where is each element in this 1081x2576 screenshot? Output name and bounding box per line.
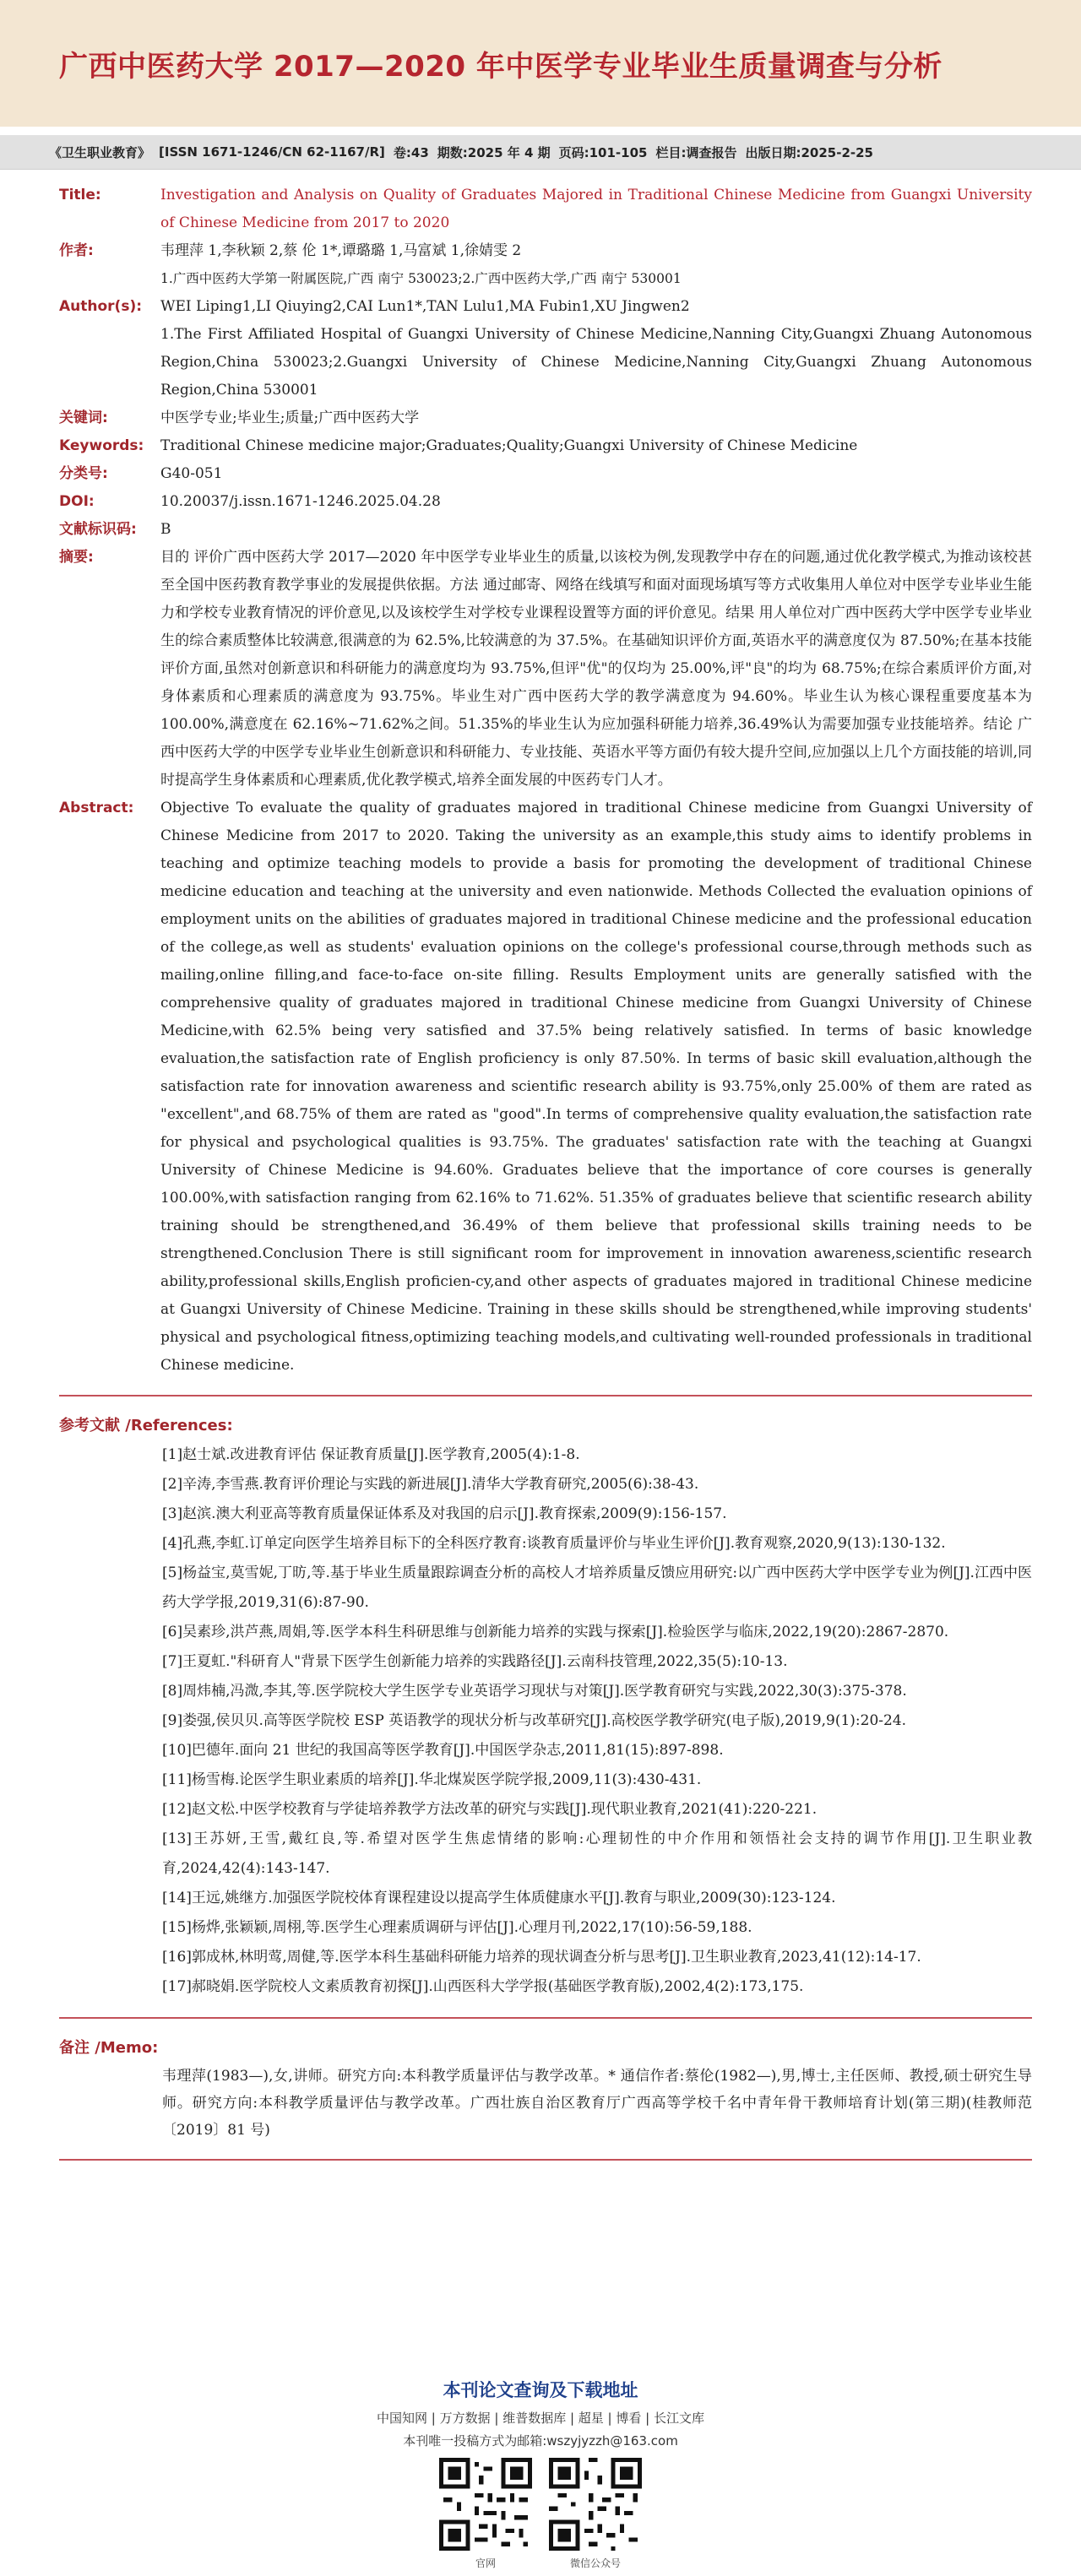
doc-code-value: B xyxy=(160,521,171,538)
abstract-cn-label: 摘要: xyxy=(59,549,94,566)
divider xyxy=(59,1395,1032,1396)
pub-date: 出版日期:2025-2-25 xyxy=(745,144,873,160)
abstract-cn-row xyxy=(59,544,1032,794)
qr-wechat-label: 微信公众号 xyxy=(569,2557,621,2569)
authors-row xyxy=(59,237,1032,265)
footer xyxy=(0,2377,1081,2570)
keywords-en-row xyxy=(59,432,1032,460)
qr-website-label: 官网 xyxy=(475,2557,496,2569)
keywords-cn-label: 关键词: xyxy=(59,409,108,426)
reference-item: [16]郭成林,林明莺,周健,等.医学本科生基础科研能力培养的现状调查分析与思考[J].卫生职业教育,2023,41(12):14-17. xyxy=(162,1949,921,1966)
pages: 页码:101-105 xyxy=(558,144,648,160)
qr-code-icon[interactable] xyxy=(549,2458,642,2551)
qr-codes xyxy=(0,2458,1081,2570)
reference-item: [11]杨雪梅.论医学生职业素质的培养[J].华北煤炭医学院学报,2009,11(3):430-431. xyxy=(162,1771,702,1788)
title-row xyxy=(59,182,1032,237)
issue: 期数:2025 年 4 期 xyxy=(437,144,551,160)
reference-item: [4]孔燕,李虹.订单定向医学生培养目标下的全科医疗教育:谈教育质量评价与毕业生评价[J].教育观察,2020,9(13):130-132. xyxy=(162,1535,946,1552)
submission-email[interactable]: 本刊唯一投稿方式为邮箱:wszyjyzzh@163.com xyxy=(403,2433,678,2449)
qr-website xyxy=(439,2458,532,2570)
keywords-en-label: Keywords: xyxy=(59,437,144,454)
doi-value[interactable]: 10.20037/j.issn.1671-1246.2025.04.28 xyxy=(160,493,441,510)
authors-affiliation: 1.广西中医药大学第一附属医院,广西 南宁 530023;2.广西中医药大学,广西 南宁 530001 xyxy=(160,271,682,286)
page-title: 广西中医药大学 2017—2020 年中医学专业毕业生质量调查与分析 xyxy=(59,49,942,84)
references-label: 参考文献 /References: xyxy=(59,1417,233,1434)
authors-en-affiliation: 1.The First Affiliated Hospital of Guangxi University of Chinese Medicine,Nanning City,Guangxi Zhuang Autonomous Region,China 530023;2.Guangxi University of Chinese Medicine,Nanning City,Guangxi Zhuang Autonomous Region,China 530001 xyxy=(160,326,1032,399)
references-list xyxy=(59,1440,1032,2002)
qr-wechat xyxy=(549,2458,642,2570)
memo-label: 备注 /Memo: xyxy=(59,2039,159,2057)
footer-title: 本刊论文查询及下载地址 xyxy=(443,2380,638,2400)
authors-en-row xyxy=(59,293,1032,321)
authors-list: 韦理萍 1,李秋颖 2,蔡 伦 1*,谭璐璐 1,马富斌 1,徐婧雯 2 xyxy=(160,242,522,259)
abstract-en-label: Abstract: xyxy=(59,800,134,816)
database-links[interactable]: 中国知网 | 万方数据 | 维普数据库 | 超星 | 博看 | 长江文库 xyxy=(377,2411,704,2426)
issn: [ISSN 1671-1246/CN 62-1167/R] xyxy=(159,144,385,160)
reference-item: [10]巴德年.面向 21 世纪的我国高等医学教育[J].中国医学杂志,2011,81(15):897-898. xyxy=(162,1742,724,1759)
reference-item: [13]王苏妍,王雪,戴红良,等.希望对医学生焦虑情绪的影响:心理韧性的中介作用和领悟社会支持的调节作用[J].卫生职业教育,2024,42(4):143-147. xyxy=(162,1830,1032,1877)
authors-label: 作者: xyxy=(59,242,94,259)
abstract-en: Objective To evaluate the quality of graduates majored in traditional Chinese medicine from Guangxi University of Chinese Medicine from 2017 to 2020. Taking the university as an example,this study aims to identify problems in teaching and optimize teaching models to provide a basis for promoting the development of traditional Chinese medicine education and teaching at the university and even nationwide. Methods Collected the evaluation opinions of employment units on the abilities of graduates majored in traditional Chinese medicine and the professional education of the college,as well as students' evaluation opinions on the college's professional course,through methods such as mailing,online filling,and face-to-face on-site filling. Results Employment units are generally satisfied with the comprehensive quality of graduates majored in traditional Chinese medicine from Guangxi University of Chinese Medicine,with 62.5% being very satisfied and 37.5% being relatively satisfied. In terms of basic knowledge evaluation,the satisfaction rate of English proficiency is only 87.50%. In terms of basic skill evaluation,although the satisfaction rate for innovation awareness and scientific research ability is 93.75%,only 25.00% of them are rated as "excellent",and 68.75% of them are rated as "good".In terms of comprehensive quality evaluation,the satisfaction rate for physical and psychological qualities is 93.75%. The graduates' satisfaction rate with the teaching at Guangxi University of Chinese Medicine is 94.60%. Graduates believe that the importance of core courses is generally 100.00%,with satisfaction ranging from 62.16% to 71.62%. 51.35% of graduates believe that scientific research ability training should be strengthened,and 36.49% of them believe that professional skills training needs to be strengthened.Conclusion There is still significant room for improvement in innovation awareness,scientific research ability,professional skills,English proficien-cy,and other aspects of graduates majored in traditional Chinese medicine at Guangxi University of Chinese Medicine. Training in these skills should be strengthened,while improving students' physical and psychological fitness,optimizing teaching models,and cultivating well-rounded professionals in traditional Chinese medicine. xyxy=(160,800,1032,1374)
class-row xyxy=(59,460,1032,488)
keywords-cn: 中医学专业;毕业生;质量;广西中医药大学 xyxy=(160,409,420,426)
title-band xyxy=(0,0,1081,127)
divider xyxy=(59,2159,1032,2161)
doi-row xyxy=(59,488,1032,516)
volume: 卷:43 xyxy=(393,144,429,160)
reference-item: [6]吴素珍,洪芦燕,周娟,等.医学本科生科研思维与创新能力培养的实践与探索[J].检验医学与临床,2022,19(20):2867-2870. xyxy=(162,1624,949,1641)
reference-item: [9]娄强,侯贝贝.高等医学院校 ESP 英语教学的现状分析与改革研究[J].高校医学教学研究(电子版),2019,9(1):20-24. xyxy=(162,1712,907,1729)
article-title-en: Investigation and Analysis on Quality of Graduates Majored in Traditional Chinese Medicine from Guangxi University of Chinese Medicine from 2017 to 2020 xyxy=(160,187,1032,231)
reference-item: [7]王夏虹."科研育人"背景下医学生创新能力培养的实践路径[J].云南科技管理,2022,35(5):10-13. xyxy=(162,1653,788,1670)
abstract-en-row xyxy=(59,794,1032,1380)
authors-affil-row xyxy=(59,265,1032,293)
article-content xyxy=(0,170,1081,2161)
reference-item: [5]杨益宝,莫雪妮,丁昉,等.基于毕业生质量跟踪调查分析的高校人才培养质量反馈应用研究:以广西中医药大学中医学专业为例[J].江西中医药大学学报,2019,31(6):87-90. xyxy=(162,1565,1032,1611)
authors-en-list: WEI Liping1,LI Qiuying2,CAI Lun1*,TAN Lulu1,MA Fubin1,XU Jingwen2 xyxy=(160,298,690,315)
reference-item: [12]赵文松.中医学校教育与学徒培养教学方法改革的研究与实践[J].现代职业教育,2021(41):220-221. xyxy=(162,1801,818,1818)
reference-item: [8]周炜楠,冯溦,李其,等.医学院校大学生医学专业英语学习现状与对策[J].医学教育研究与实践,2022,30(3):375-378. xyxy=(162,1683,907,1700)
reference-item: [14]王远,姚继方.加强医学院校体育课程建设以提高学生体质健康水平[J].教育与职业,2009(30):123-124. xyxy=(162,1890,836,1906)
column: 栏目:调查报告 xyxy=(655,144,737,160)
reference-item: [1]赵士斌.改进教育评估 保证教育质量[J].医学教育,2005(4):1-8. xyxy=(162,1446,580,1463)
qr-code-icon[interactable] xyxy=(439,2458,532,2551)
doc-code-label: 文献标识码: xyxy=(59,521,137,538)
abstract-cn: 目的 评价广西中医药大学 2017—2020 年中医学专业毕业生的质量,以该校为例,发现教学中存在的问题,通过优化教学模式,为推动该校甚至全国中医药教育教学事业的发展提供依据。方法 通过邮寄、网络在线填写和面对面现场填写等方式收集用人单位对中医学专业毕业生能力和学校专业教育情况的评价意见,以及该校学生对学校专业课程设置等方面的评价意见。结果 用人单位对广西中医药大学中医学专业毕业生的综合素质整体比较满意,很满意的为 62.5%,比较满意的为 37.5%。在基础知识评价方面,英语水平的满意度仅为 87.50%;在基本技能评价方面,虽然对创新意识和科研能力的满意度均为 93.75%,但评"优"的仅均为 25.00%,评"良"的均为 68.75%;在综合素质评价方面,对身体素质和心理素质的满意度为 93.75%。毕业生对广西中医药大学的教学满意度为 94.60%。毕业生认为核心课程重要度基本为 100.00%,满意度在 62.16%~71.62%之间。51.35%的毕业生认为应加强科研能力培养,36.49%认为需要加强专业技能培养。结论 广西中医药大学的中医学专业毕业生创新意识和科研能力、专业技能、英语水平等方面仍有较大提升空间,应加强以上几个方面技能的培训,同时提高学生身体素质和心理素质,优化教学模式,培养全面发展的中医药专门人才。 xyxy=(160,549,1032,789)
publication-meta-bar xyxy=(0,135,1081,170)
doc-code-row xyxy=(59,516,1032,544)
journal-name[interactable]: 《卫生职业教育》 xyxy=(49,144,151,160)
keywords-cn-row xyxy=(59,404,1032,432)
reference-item: [17]郝晓娟.医学院校人文素质教育初探[J].山西医科大学学报(基础医学教育版),2002,4(2):173,175. xyxy=(162,1978,804,1995)
title-label: Title: xyxy=(59,187,101,203)
reference-item: [3]赵滨.澳大利亚高等教育质量保证体系及对我国的启示[J].教育探索,2009(9):156-157. xyxy=(162,1505,727,1522)
doi-label: DOI: xyxy=(59,493,95,510)
reference-item: [15]杨烨,张颖颖,周栩,等.医学生心理素质调研与评估[J].心理月刊,2022,17(10):56-59,188. xyxy=(162,1919,752,1936)
divider xyxy=(59,2017,1032,2019)
authors-en-affil-row xyxy=(59,321,1032,404)
class-number: G40-051 xyxy=(160,465,223,482)
keywords-en: Traditional Chinese medicine major;Graduates;Quality;Guangxi University of Chinese Medicine xyxy=(160,437,858,454)
reference-item: [2]辛涛,李雪燕.教育评价理论与实践的新进展[J].清华大学教育研究,2005(6):38-43. xyxy=(162,1476,699,1493)
class-label: 分类号: xyxy=(59,465,108,482)
memo-text: 韦理萍(1983—),女,讲师。研究方向:本科教学质量评估与教学改革。* 通信作者:蔡伦(1982—),男,博士,主任医师、教授,硕士研究生导师。研究方向:本科教学质量评估与教学改革。广西壮族自治区教育厅广西高等学校千名中青年骨干教师培育计划(第三期)(桂教师范〔2019〕81 号) xyxy=(162,2068,1032,2139)
authors-en-label: Author(s): xyxy=(59,298,143,315)
